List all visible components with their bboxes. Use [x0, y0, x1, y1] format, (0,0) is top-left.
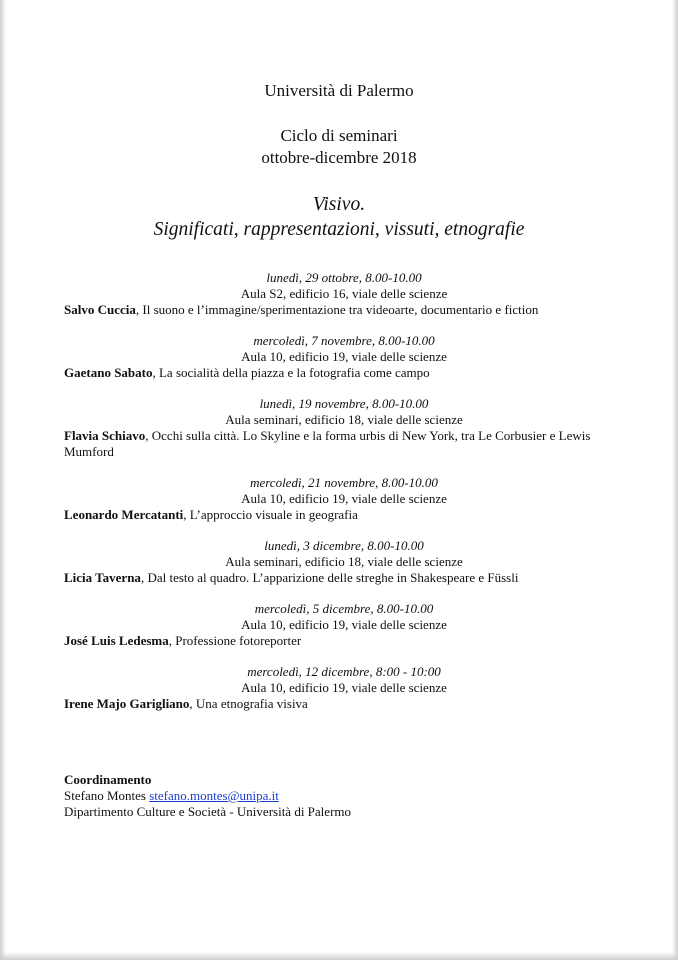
series-title: Ciclo di seminari — [280, 126, 398, 145]
seminar-cycle-title — [0, 192, 678, 242]
seminar-talk — [64, 302, 604, 318]
seminar-room: Aula seminari, edificio 18, viale delle scienze — [225, 554, 463, 569]
speaker-name: Flavia Schiavo — [64, 428, 146, 443]
talk-title: , Professione fotoreporter — [168, 633, 302, 648]
seminar-talk — [64, 633, 604, 649]
coordination-block — [64, 772, 604, 820]
seminar-talk — [64, 365, 604, 381]
talk-title: , Occhi sulla città. Lo Skyline e la forma urbis di New York, tra Le Corbusier e Lewis Mumford — [64, 428, 591, 459]
seminar-entry — [64, 538, 604, 586]
seminar-entry — [64, 333, 604, 381]
seminar-date: mercoledì, 21 novembre, 8.00-10.00 — [250, 475, 438, 490]
seminar-date: mercoledì, 12 dicembre, 8:00 - 10:00 — [247, 664, 441, 679]
seminar-entry — [64, 475, 604, 523]
seminar-talk — [64, 570, 604, 586]
coordination-heading: Coordinamento — [64, 772, 152, 787]
seminar-date: lunedì, 29 ottobre, 8.00-10.00 — [266, 270, 422, 285]
page-edge-bottom — [0, 952, 678, 960]
seminar-room: Aula 10, edificio 19, viale delle scienze — [241, 349, 447, 364]
seminar-entry — [64, 601, 604, 649]
talk-title: , L’approccio visuale in geografia — [183, 507, 358, 522]
speaker-name: Leonardo Mercatanti — [64, 507, 184, 522]
speaker-name: Licia Taverna — [64, 570, 141, 585]
seminar-room: Aula 10, edificio 19, viale delle scienze — [241, 491, 447, 506]
speaker-name: Salvo Cuccia — [64, 302, 136, 317]
seminar-talk — [64, 428, 604, 460]
series-period: ottobre-dicembre 2018 — [261, 148, 417, 167]
series-block — [0, 125, 678, 169]
seminar-date: mercoledì, 5 dicembre, 8.00-10.00 — [254, 601, 434, 616]
talk-title: , Una etnografia visiva — [189, 696, 308, 711]
talk-title: , Dal testo al quadro. L’apparizione delle streghe in Shakespeare e Füssli — [140, 570, 519, 585]
seminar-entry — [64, 664, 604, 712]
seminar-entry — [64, 396, 604, 460]
coordinator-email-link[interactable]: stefano.montes@unipa.it — [149, 788, 279, 803]
speaker-name: Irene Majo Garigliano — [64, 696, 190, 711]
talk-title: , Il suono e l’immagine/sperimentazione tra videoarte, documentario e fiction — [135, 302, 539, 317]
coordinator-line — [64, 788, 604, 804]
speaker-name: José Luis Ledesma — [64, 633, 169, 648]
seminar-entry — [64, 270, 604, 318]
document-header — [0, 80, 678, 242]
seminar-room: Aula S2, edificio 16, viale delle scienze — [240, 286, 448, 301]
seminar-room: Aula 10, edificio 19, viale delle scienze — [241, 680, 447, 695]
seminar-date: lunedì, 3 dicembre, 8.00-10.00 — [264, 538, 424, 553]
seminar-talk — [64, 696, 604, 712]
speaker-name: Gaetano Sabato — [64, 365, 153, 380]
talk-title: , La socialità della piazza e la fotografia come campo — [152, 365, 430, 380]
seminar-date: mercoledì, 7 novembre, 8.00-10.00 — [253, 333, 435, 348]
coordinator-name: Stefano Montes — [64, 788, 146, 803]
seminar-room: Aula 10, edificio 19, viale delle scienze — [241, 617, 447, 632]
seminar-list — [64, 270, 604, 727]
university-name: Università di Palermo — [264, 81, 414, 100]
title-line-1: Visivo. — [312, 194, 366, 215]
coordinator-department: Dipartimento Culture e Società - Università di Palermo — [64, 804, 352, 819]
seminar-talk — [64, 507, 604, 523]
title-line-2: Significati, rappresentazioni, vissuti, etnografie — [153, 219, 525, 240]
seminar-room: Aula seminari, edificio 18, viale delle scienze — [225, 412, 463, 427]
seminar-date: lunedì, 19 novembre, 8.00-10.00 — [259, 396, 429, 411]
